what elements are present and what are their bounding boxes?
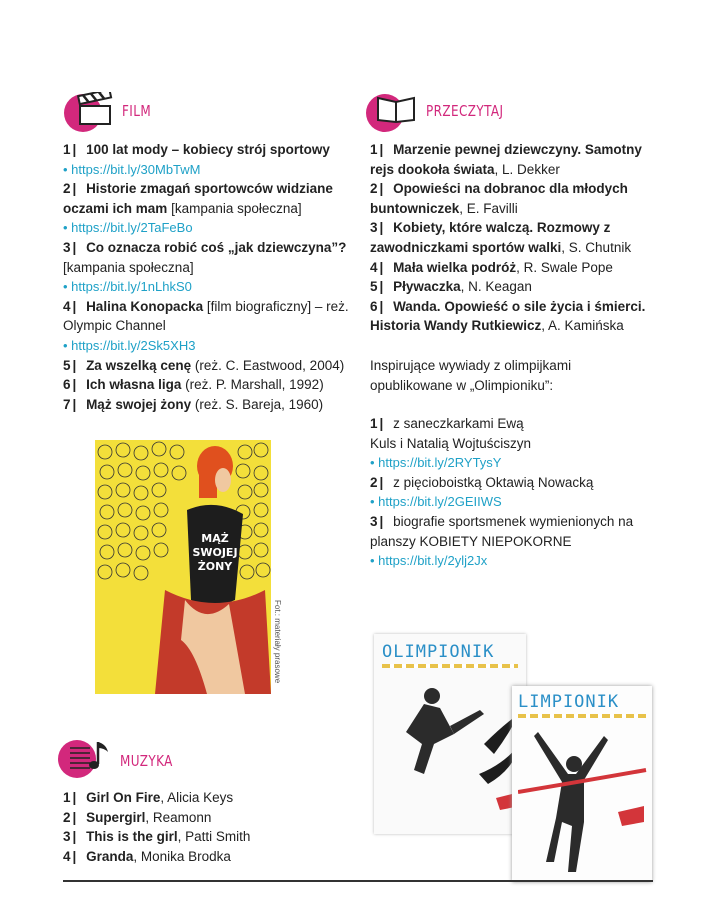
magazine-title-1: OLIMPIONIK: [382, 642, 495, 662]
interview-item-2: 2 | z pięcioboistką Oktawią Nowacką: [370, 474, 594, 490]
magazine-stripe-1: [382, 664, 518, 668]
clapperboard-icon: [76, 92, 116, 128]
music-note-icon: [70, 736, 112, 776]
photo-credit: Fot.: materiały prasowe: [273, 600, 282, 684]
interview-link-2[interactable]: • https://bit.ly/2GEIIWS: [370, 492, 640, 512]
magazine-title-2: LIMPIONIK: [518, 692, 620, 712]
film-item-3: 3 | Co oznacza robić coś „jak dziewczyna”? [kampania społeczna]: [63, 239, 347, 275]
read-title: PRZECZYTAJ: [426, 102, 504, 120]
read-item-5: 5 | Pływaczka, N. Keagan: [370, 279, 532, 295]
read-item-4: 4 | Mała wielka podróż, R. Swale Pope: [370, 259, 613, 275]
magazine-cover-2: [512, 686, 652, 882]
interviews-list: [370, 414, 640, 571]
interview-link-3[interactable]: • https://bit.ly/2ylj2Jx: [370, 551, 640, 571]
read-header: [366, 88, 566, 132]
read-intro: [370, 356, 610, 395]
magazine-stripe-2: [518, 714, 646, 718]
winner-illustration: [518, 722, 648, 878]
poster-title-line2: SWOJEJ: [192, 546, 238, 559]
film-link-4[interactable]: • https://bit.ly/2Sk5XH3: [63, 336, 353, 356]
poster-illustration: [95, 440, 271, 694]
music-item-2: 2 | Supergirl, Reamonn: [63, 809, 212, 825]
music-title: MUZYKA: [120, 752, 173, 770]
film-item-5: 5 | Za wszelką cenę (reż. C. Eastwood, 2004): [63, 357, 345, 373]
interviews-intro: Inspirujące wywiady z olimpijkami opublikowane w „Olimpioniku”:: [370, 358, 572, 393]
film-poster: [95, 440, 271, 694]
magazine-cover-1: [374, 634, 526, 834]
read-item-2: 2 | Opowieści na dobranoc dla młodych buntowniczek, E. Favilli: [370, 181, 628, 216]
interview-item-1: 1 | z saneczkarkami Ewą Kuls i Natalią Wojtuściszyn: [370, 416, 532, 451]
read-item-1: 1 | Marzenie pewnej dziewczyny. Samotny rejs dookoła świata, L. Dekker: [370, 142, 642, 177]
runner-illustration: [384, 674, 524, 824]
film-item-4: 4 | Halina Konopacka [film biograficzny] – reż. Olympic Channel: [63, 298, 349, 334]
film-title: FILM: [122, 102, 152, 120]
poster-title-line1: MĄŻ: [201, 532, 229, 545]
film-item-2: 2 | Historie zmagań sportowców widziane oczami ich mam [kampania społeczna]: [63, 181, 333, 216]
film-link-3[interactable]: • https://bit.ly/1nLhkS0: [63, 277, 353, 297]
bottom-divider: [63, 880, 653, 882]
music-item-3: 3 | This is the girl, Patti Smith: [63, 829, 251, 845]
film-item-1: 1 | 100 lat mody – kobiecy strój sportowy: [63, 142, 330, 157]
interview-item-3: 3 | biografie sportsmenek wymienionych na planszy KOBIETY NIEPOKORNE: [370, 513, 634, 549]
book-icon: [374, 92, 418, 124]
read-item-3: 3 | Kobiety, które walczą. Rozmowy z zawodniczkami sportów walki, S. Chutnik: [370, 220, 632, 255]
read-list: [370, 140, 660, 336]
music-item-4: 4 | Granda, Monika Brodka: [63, 848, 231, 864]
film-header: [64, 92, 204, 136]
read-item-6: 6 | Wanda. Opowieść o sile życia i śmierci. Historia Wandy Rutkiewicz, A. Kamińska: [370, 298, 646, 334]
film-link-2[interactable]: • https://bit.ly/2TaFeBo: [63, 218, 353, 238]
film-item-6: 6 | Ich własna liga (reż. P. Marshall, 1992): [63, 377, 324, 393]
poster-title-line3: ŻONY: [197, 560, 233, 573]
film-list: [63, 140, 353, 414]
music-header: [58, 736, 218, 780]
interview-link-1[interactable]: • https://bit.ly/2RYTysY: [370, 453, 640, 473]
music-item-1: 1 | Girl On Fire, Alicia Keys: [63, 790, 234, 805]
film-link-1[interactable]: • https://bit.ly/30MbTwM: [63, 160, 353, 180]
film-item-7: 7 | Mąż swojej żony (reż. S. Bareja, 1960): [63, 396, 324, 412]
music-list: [63, 788, 353, 866]
